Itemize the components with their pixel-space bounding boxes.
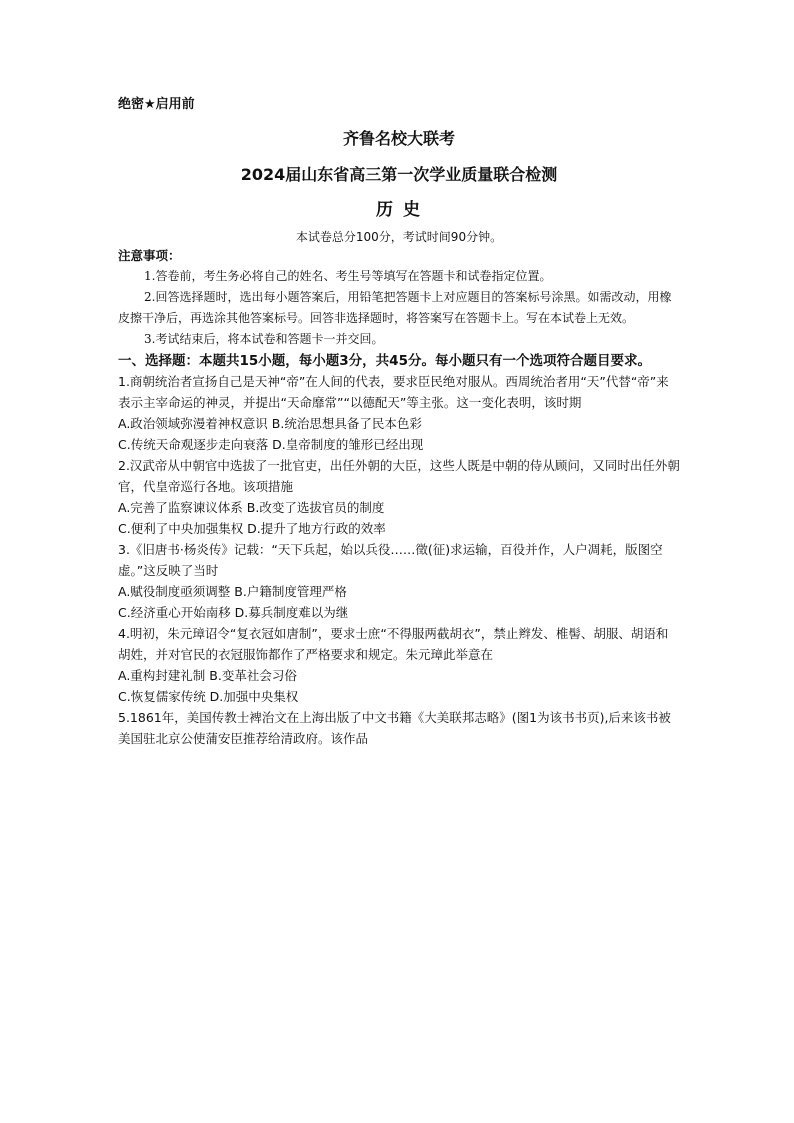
section-heading: 一、选择题：本题共15小题，每小题3分，共45分。每小题只有一个选项符合题目要求。 [118, 353, 651, 369]
question-stem: 4.明初，朱元璋诏令“复衣冠如唐制”，要求士庶“不得服两截胡衣”，禁止辫发、椎髻、胡服、胡语和胡姓，并对官民的衣冠服饰都作了严格要求和规定。朱元璋此举意在 [118, 626, 669, 662]
question-stem: 5.1861年，美国传教士裨治文在上海出版了中文书籍《大美联邦志略》(图1为该书书页),后来该书被美国驻北京公使蒲安臣推荐给清政府。该作品 [118, 710, 671, 746]
question-5 [118, 707, 680, 749]
question-stem: 1.商朝统治者宣扬自己是天神“帝”在人间的代表，要求臣民绝对服从。西周统治者用“天”代替“帝”来表示主宰命运的神灵，并提出“天命靡常”“以德配天”等主张。这一变化表明，该时期 [118, 374, 669, 410]
notes-title: 注意事项： [118, 248, 181, 263]
question-options: C.恢复儒家传统 D.加强中央集权 [118, 689, 299, 704]
question-stem: 3.《旧唐书·杨炎传》记载：“天下兵起，始以兵役……徵(征)求运输，百役并作，人户凋耗，版图空虚。”这反映了当时 [118, 542, 663, 578]
question-options: C.传统天命观逐步走向衰落 D.皇帝制度的雏形已经出现 [118, 437, 424, 452]
question-4 [118, 623, 680, 707]
question-2 [118, 455, 680, 539]
secret-label: 绝密★启用前 [118, 97, 195, 112]
question-options: C.经济重心开始南移 D.募兵制度难以为继 [118, 605, 349, 620]
exam-org-title: 齐鲁名校大联考 [342, 129, 455, 148]
note-item: 2.回答选择题时，选出每小题答案后，用铅笔把答题卡上对应题目的答案标号涂黑。如需改动，用橡皮擦干净后，再选涂其他答案标号。回答非选择题时，将答案写在答题卡上。写在本试卷上无效。 [118, 290, 672, 325]
note-item: 3.考试结束后，将本试卷和答题卡一并交回。 [144, 332, 384, 346]
question-options: A.政治领域弥漫着神权意识 B.统治思想具备了民本色彩 [118, 416, 422, 431]
subject-title: 历 史 [376, 200, 422, 220]
question-options: A.完善了监察谏议体系 B.改变了选拔官员的制度 [118, 500, 385, 515]
exam-page [118, 96, 680, 749]
exam-title: 2024届山东省高三第一次学业质量联合检测 [240, 165, 558, 184]
question-stem: 2.汉武帝从中朝官中选拔了一批官吏，出任外朝的大臣，这些人既是中朝的侍从顾问，又同时出任外朝官，代皇帝巡行各地。该项措施 [118, 458, 680, 494]
question-options: A.赋役制度亟须调整 B.户籍制度管理严格 [118, 584, 347, 599]
question-options: A.重构封建礼制 B.变革社会习俗 [118, 668, 297, 683]
question-3 [118, 539, 680, 623]
exam-info: 本试卷总分100分，考试时间90分钟。 [295, 230, 503, 244]
question-1 [118, 371, 680, 455]
question-options: C.便利了中央加强集权 D.提升了地方行政的效率 [118, 521, 386, 536]
note-item: 1.答卷前，考生务必将自己的姓名、考生号等填写在答题卡和试卷指定位置。 [144, 269, 552, 283]
